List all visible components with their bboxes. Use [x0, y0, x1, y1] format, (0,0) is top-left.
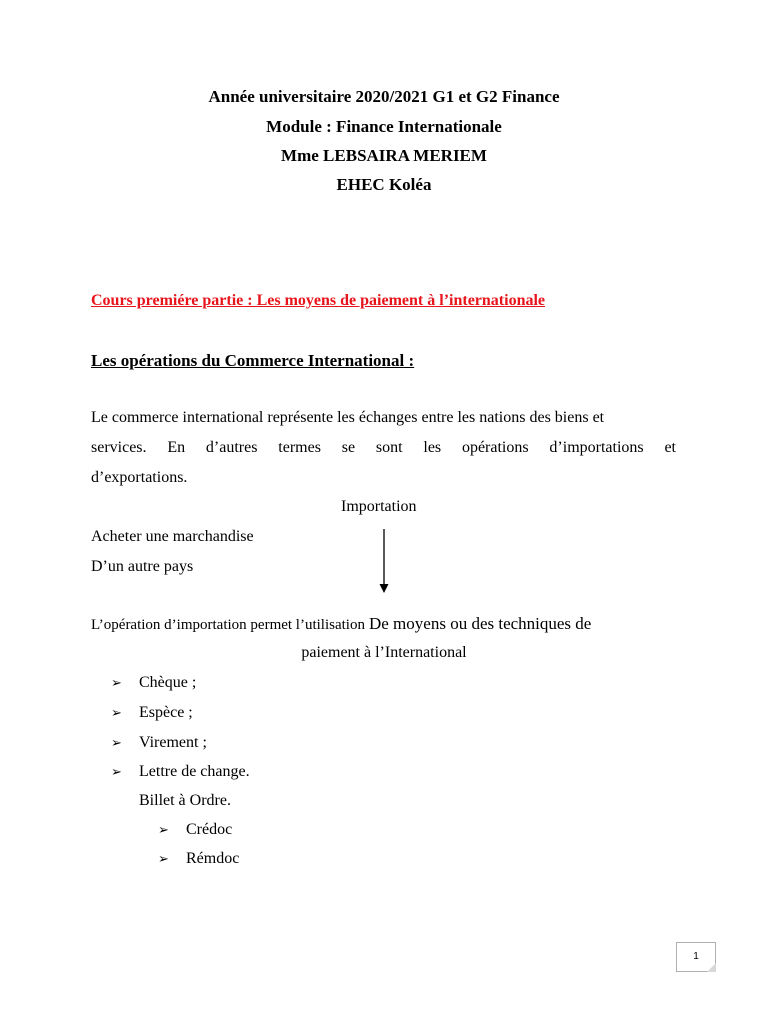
arrow-bullet-icon: ➢: [111, 706, 122, 721]
header-line-module: Module : Finance Internationale: [266, 117, 502, 136]
arrow-bullet-icon: ➢: [111, 736, 122, 751]
diagram-left-line-2: D’un autre pays: [91, 558, 194, 575]
paragraph-line-3: d’exportations.: [91, 469, 188, 486]
statement-line-1: [91, 614, 591, 634]
arrow-bullet-icon: ➢: [158, 852, 169, 867]
list-item: ➢ Chèque ;: [111, 674, 197, 691]
arrow-bullet-icon: ➢: [158, 823, 169, 838]
statement-line-2: paiement à l’International: [301, 644, 467, 661]
arrow-bullet-icon: ➢: [111, 765, 122, 780]
header-line-teacher: Mme LEBSAIRA MERIEM: [281, 146, 487, 165]
course-title: Cours premiére partie : Les moyens de paiement à l’internationale: [91, 292, 546, 309]
header-line-school: EHEC Koléa: [336, 175, 432, 194]
list-item: ➢ Lettre de change.: [111, 763, 250, 780]
page-number-box: [676, 942, 716, 972]
arrow-bullet-icon: ➢: [111, 676, 122, 691]
list-item: ➢ Virement ;: [111, 734, 207, 751]
page-number: 1: [693, 951, 699, 962]
sub-list-item: ➢ Crédoc: [158, 821, 233, 838]
section-title: Les opérations du Commerce International :: [91, 351, 415, 370]
diagram-left-line-1: Acheter une marchandise: [91, 528, 254, 545]
list-continuation: Billet à Ordre.: [139, 792, 231, 809]
list-item: ➢ Espèce ;: [111, 704, 193, 721]
paragraph-line-1: Le commerce international représente les échanges entre les nations des biens et: [91, 409, 605, 426]
paragraph-line-2: services. En d’autres termes se sont les opérations d’importations et: [91, 439, 676, 456]
sub-list-item: ➢ Rémdoc: [158, 850, 240, 867]
diagram-label: Importation: [341, 498, 417, 515]
statement-part-2: De moyens ou des techniques de: [368, 614, 592, 633]
header-line-year: Année universitaire 2020/2021 G1 et G2 Finance: [208, 87, 560, 106]
down-arrow-icon: [376, 528, 392, 594]
statement-part-1: L’opération d’importation permet l’utilisation: [91, 617, 365, 633]
